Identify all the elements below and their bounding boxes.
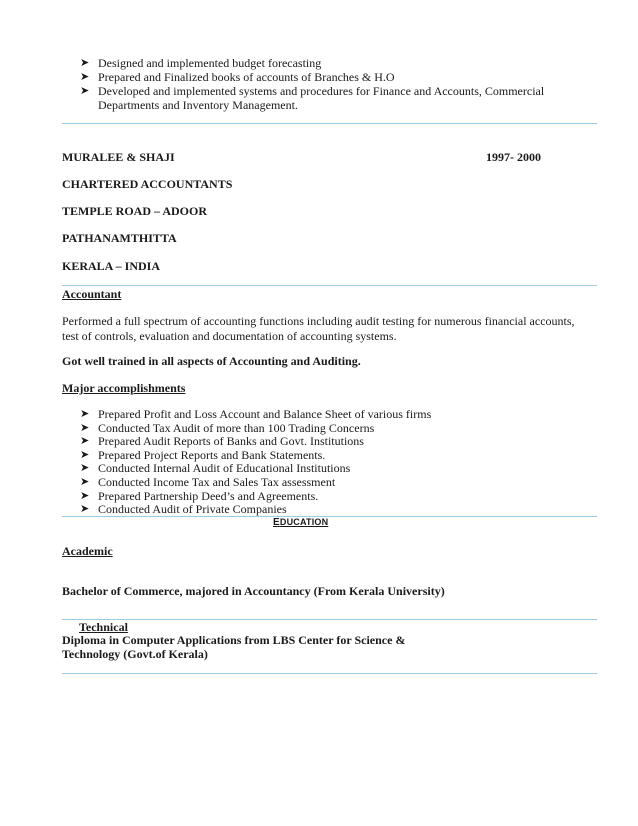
role-description xyxy=(62,314,577,344)
academic-heading: Academic xyxy=(62,544,113,558)
arrowhead-bullet-icon: ➤ xyxy=(80,462,90,474)
employer-address-line-2: PATHANAMTHITTA xyxy=(62,231,177,245)
arrowhead-bullet-icon: ➤ xyxy=(80,435,90,447)
role-description-line-1: Performed a full spectrum of accounting functions including audit testing for numerous financial accounts, xyxy=(62,314,575,328)
employer-address-line-1: TEMPLE ROAD – ADOOR xyxy=(62,204,208,218)
employer-address-line-3: KERALA – INDIA xyxy=(62,259,161,273)
arrowhead-bullet-icon: ➤ xyxy=(80,71,90,83)
role-description-line-2: test of controls, evaluation and documentation of accounting systems. xyxy=(62,329,397,343)
training-statement: Got well trained in all aspects of Accounting and Auditing. xyxy=(62,354,361,368)
employment-years: 1997- 2000 xyxy=(486,150,541,164)
arrowhead-bullet-icon: ➤ xyxy=(80,422,90,434)
arrowhead-bullet-icon: ➤ xyxy=(80,476,90,488)
education-heading: EDUCATION xyxy=(273,517,329,528)
employer-name: MURALEE & SHAJI xyxy=(62,150,175,164)
academic-degree: Bachelor of Commerce, majored in Accountancy (From Kerala University) xyxy=(62,584,445,598)
arrowhead-bullet-icon: ➤ xyxy=(80,449,90,461)
role-title: Accountant xyxy=(62,287,122,301)
arrowhead-bullet-icon: ➤ xyxy=(80,85,90,97)
employer-type: CHARTERED ACCOUNTANTS xyxy=(62,177,233,191)
arrowhead-bullet-icon: ➤ xyxy=(80,408,90,420)
technical-heading: Technical xyxy=(79,620,128,634)
section-divider xyxy=(62,123,597,124)
section-divider xyxy=(62,285,597,286)
arrowhead-bullet-icon: ➤ xyxy=(80,490,90,502)
section-divider xyxy=(62,673,597,674)
section-divider xyxy=(62,619,597,620)
technical-diploma-line-1: Diploma in Computer Applications from LBS Center for Science & xyxy=(62,633,406,647)
arrowhead-bullet-icon: ➤ xyxy=(80,57,90,69)
arrowhead-bullet-icon: ➤ xyxy=(80,503,90,515)
technical-diploma-line-2: Technology (Govt.of Kerala) xyxy=(62,647,208,661)
accomplishments-heading: Major accomplishments xyxy=(62,381,186,395)
section-divider xyxy=(62,516,597,517)
resume-page: ➤ Designed and implemented budget forecasting ➤ Prepared and Finalized books of accounts of Branches & H.O ➤ Developed and implemented systems and procedures for Finance and Accounts, Commercial Departments and Inventory Management. MURALEE & SHAJI 1997- 2000 CHARTERED ACCOUNTANTS TEMPLE ROAD – ADOOR PATHANAMTHITTA KERALA – INDIA Accountant Performed a full spectrum of accounting functions including audit testing for numerous financial accounts, test of controls, evaluation and documentation of accounting systems. Got well trained in all aspects of Accounting and Auditing. Major accomplishments ➤ Prepared Profit and Loss Account and Balance Sheet of various firms ➤ Conducted Tax Audit of more than 100 Trading Concerns ➤ Prepared Audit Reports of Banks and Govt. Institutions ➤ Prepared Project Reports and Bank Statements. ➤ Conducted Internal Audit of Educational Institutions ➤ Conducted Income Tax and Sales Tax assessment ➤ Prepared Partnership Deed’s and Agreements. ➤ Conducted Audit of Private Companies EDUCATION Academic Bachelor of Commerce, majored in Accountancy (From Kerala University) Technical Diploma in Computer Applications from LBS Center for Science & Technology (Govt.of Kerala) xyxy=(0,0,638,826)
